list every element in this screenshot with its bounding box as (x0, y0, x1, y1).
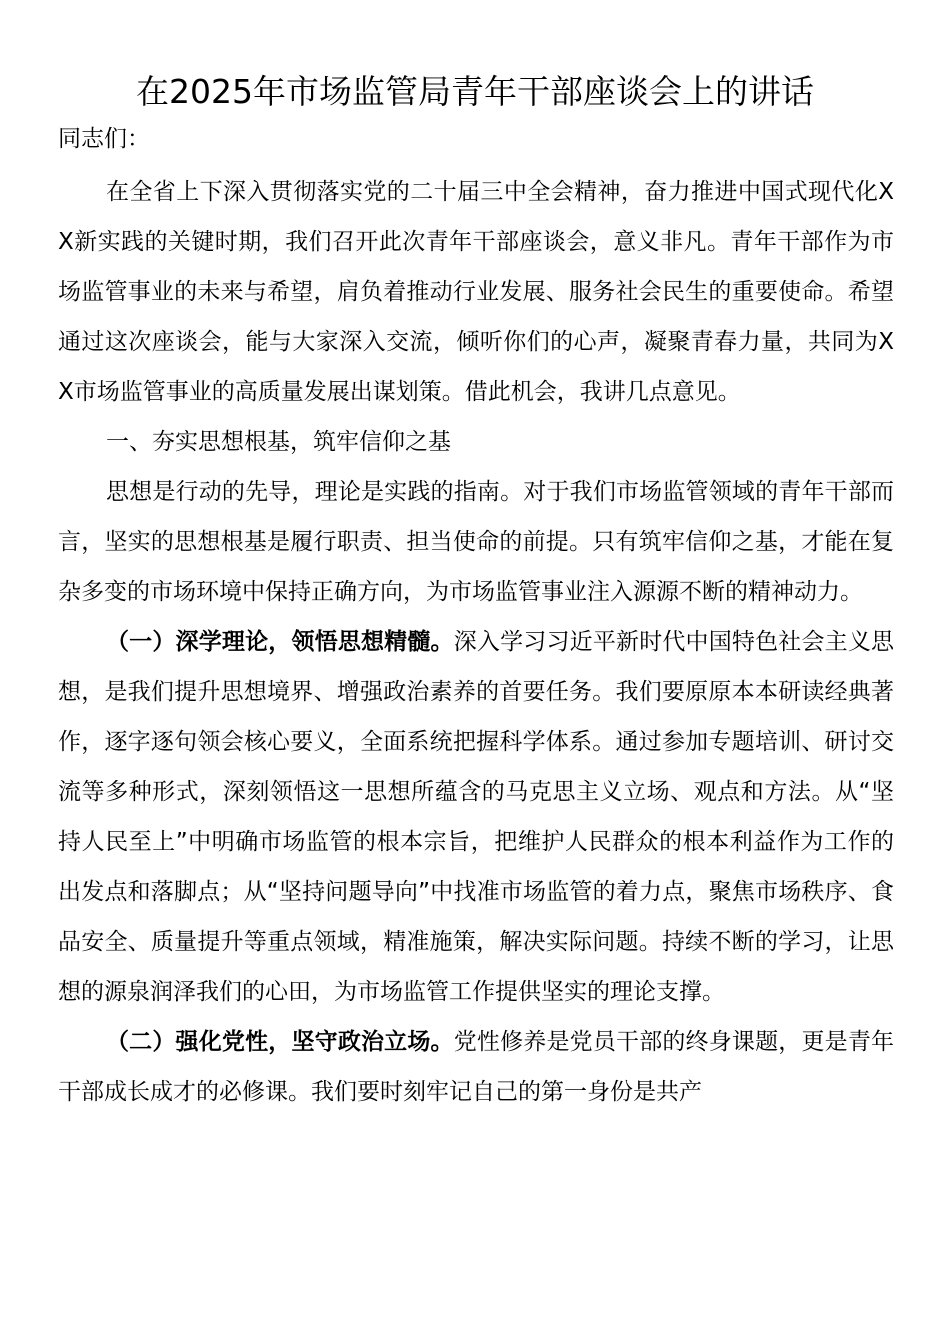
subsection-2-paragraph (58, 1017, 894, 1117)
subsection-1-paragraph (58, 617, 894, 1017)
section1-intro-paragraph: 思想是行动的先导，理论是实践的指南。对于我们市场监管领域的青年干部而言，坚实的思想根基是履行职责、担当使命的前提。只有筑牢信仰之基，才能在复杂多变的市场环境中保持正确方向，为市场监管事业注入源源不断的精神动力。 (58, 479, 894, 605)
salutation: 同志们： (58, 126, 150, 152)
section-heading-1: 一、夯实思想根基，筑牢信仰之基 (106, 429, 451, 455)
document-body (58, 167, 894, 1117)
subsection-2-text: 党性修养是党员干部的终身课题，更是青年干部成长成才的必修课。我们要时刻牢记自己的第一身份是共产 (58, 1029, 895, 1105)
subsection-1-lead: （一）深学理论，领悟思想精髓。 (106, 629, 454, 655)
subsection-1-text: 深入学习习近平新时代中国特色社会主义思想，是我们提升思想境界、增强政治素养的首要任务。我们要原原本本研读经典著作，逐字逐句领会核心要义，全面系统把握科学体系。通过参加专题培训、研讨交流等多种形式，深刻领悟这一思想所蕴含的马克思主义立场、观点和方法。从“坚持人民至上”中明确市场监管的根本宗旨，把维护人民群众的根本利益作为工作的出发点和落脚点；从“坚持问题导向”中找准市场监管的着力点，聚焦市场秩序、食品安全、质量提升等重点领域，精准施策，解决实际问题。持续不断的学习，让思想的源泉润泽我们的心田，为市场监管工作提供坚实的理论支撑。 (58, 629, 895, 1005)
intro-paragraph: 在全省上下深入贯彻落实党的二十届三中全会精神，奋力推进中国式现代化XX新实践的关键时期，我们召开此次青年干部座谈会，意义非凡。青年干部作为市场监管事业的未来与希望，肩负着推动行业发展、服务社会民生的重要使命。希望通过这次座谈会，能与大家深入交流，倾听你们的心声，凝聚青春力量，共同为XX市场监管事业的高质量发展出谋划策。借此机会，我讲几点意见。 (58, 179, 894, 405)
subsection-2-lead: （二）强化党性，坚守政治立场。 (106, 1029, 454, 1055)
document-title: 在2025年市场监管局青年干部座谈会上的讲话 (136, 72, 814, 111)
